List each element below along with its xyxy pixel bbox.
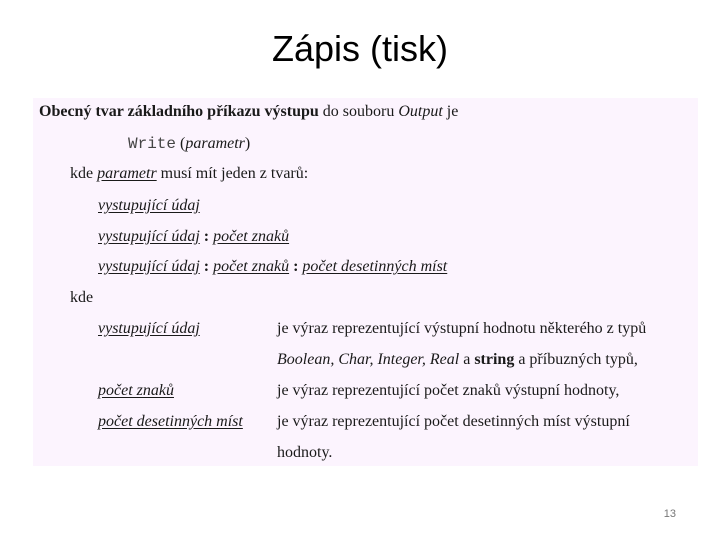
def1-term — [98, 319, 200, 339]
def1-types-string: string — [474, 351, 515, 368]
intro-bold: Obecný tvar základního příkazu výstupu — [39, 103, 319, 120]
form2-term-b: počet znaků — [213, 228, 290, 245]
form3-term-b: počet znaků — [213, 258, 290, 275]
def3-desc-cont: hodnoty. — [277, 444, 333, 461]
where1-param: parametr — [97, 165, 157, 182]
def1-types-italic: Boolean, Char, Integer, Real — [277, 351, 460, 368]
where1-pre: kde — [70, 165, 98, 182]
form1-term: vystupující údaj — [98, 197, 200, 214]
intro-rest: do souboru — [318, 103, 399, 120]
def1-term-text: vystupující údaj — [98, 320, 200, 337]
def1-desc: je výraz reprezentující výstupní hodnotu některého z typů — [277, 320, 647, 337]
content-panel — [33, 98, 698, 466]
form3-sep1: : — [199, 258, 214, 275]
where1-post: musí mít jeden z tvarů: — [156, 165, 309, 182]
def3-desc: je výraz reprezentující počet desetinných míst výstupní — [277, 413, 630, 430]
where1-line — [70, 164, 308, 184]
form-2 — [98, 227, 289, 247]
page-number: 13 — [663, 508, 676, 520]
intro-file: Output — [398, 103, 443, 120]
syntax-line — [128, 134, 250, 154]
syntax-close: ) — [244, 135, 251, 152]
def1-types-and: a — [459, 351, 475, 368]
slide-title: Zápis (tisk) — [271, 28, 448, 69]
form2-term-a: vystupující údaj — [98, 228, 200, 245]
form-3 — [98, 257, 447, 277]
form3-term-c: počet desetinných míst — [302, 258, 448, 275]
def1-types-rest: a příbuzných typů, — [514, 351, 638, 368]
def3-term — [98, 412, 243, 432]
def2-term-text: počet znaků — [98, 382, 174, 399]
form3-sep2: : — [289, 258, 303, 275]
syntax-write: Write — [128, 135, 177, 153]
def2-desc: je výraz reprezentující počet znaků výstupní hodnoty, — [277, 382, 620, 399]
intro-line — [39, 102, 458, 122]
intro-end: je — [442, 103, 459, 120]
syntax-open: ( — [176, 135, 186, 152]
def3-term-text: počet desetinných míst — [98, 413, 243, 430]
form3-term-a: vystupující údaj — [98, 258, 200, 275]
form-1 — [98, 196, 200, 216]
syntax-param: parametr — [185, 135, 245, 152]
def1-types — [277, 350, 638, 370]
where2-line: kde — [70, 289, 94, 306]
form2-sep: : — [199, 228, 214, 245]
def2-term — [98, 381, 174, 401]
